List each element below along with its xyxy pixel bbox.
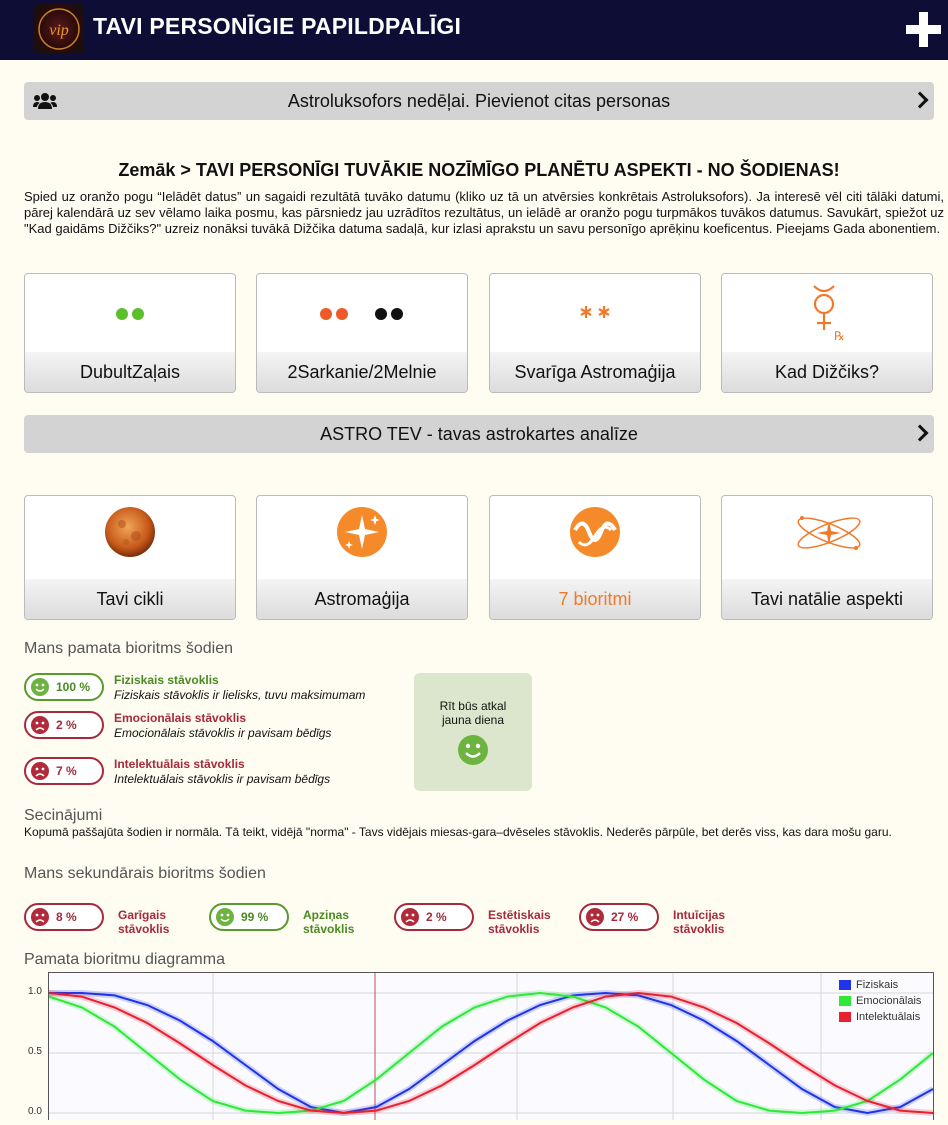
green-dot-icon (132, 308, 144, 320)
red-dot-icon (336, 308, 348, 320)
card-label: Tavi natālie aspekti (722, 579, 932, 619)
spiritual-title: Garīgais stāvoklis (118, 908, 170, 936)
legend-entry (839, 995, 931, 1011)
chart-legend (839, 979, 931, 1027)
consciousness-pill (209, 903, 289, 931)
card-dubultzalais[interactable] (24, 273, 236, 393)
intellectual-pill (24, 757, 104, 785)
moon-icon (104, 506, 156, 558)
legend-label: Fiziskais (856, 979, 899, 991)
card-label: DubultZaļais (25, 352, 235, 392)
aspects-heading: Zemāk > TAVI PERSONĪGI TUVĀKIE NOZĪMĪGO PLANĒTU ASPEKTI - NO ŠODIENAS! (118, 160, 840, 180)
smiley-icon (458, 735, 488, 765)
green-dot-icon (116, 308, 128, 320)
consciousness-value: 99 % (241, 910, 269, 924)
intellectual-value: 7 % (56, 764, 77, 778)
card-kad-dizciks[interactable] (721, 273, 933, 393)
intuition-pill (579, 903, 659, 931)
physical-desc: Fiziskais stāvoklis ir lielisks, tuvu maksimumam (114, 688, 366, 702)
card-label: Svarīga Astromaģija (490, 352, 700, 392)
card-svariga-astromagija[interactable] (489, 273, 701, 393)
legend-entry (839, 1011, 931, 1027)
emotional-desc: Emocionālais stāvoklis ir pavisam bēdīgs (114, 726, 332, 740)
aesthetic-title: Estētiskais stāvoklis (488, 908, 551, 936)
card-astromagija[interactable] (256, 495, 468, 620)
spiritual-value: 8 % (56, 910, 77, 924)
card-2sarkanie-2melnie[interactable] (256, 273, 468, 393)
sad-face-icon (31, 908, 49, 926)
card-label: Kad Dižčiks? (722, 352, 932, 392)
black-dot-icon (391, 308, 403, 320)
mercury-retrograde-icon (804, 282, 850, 344)
emotional-title: Emocionālais stāvoklis (114, 711, 247, 725)
astroluksofors-bar-label: Astroluksofors nedēļai. Pievienot citas personas (287, 91, 671, 111)
legend-swatch-red (839, 1012, 851, 1022)
tomorrow-text: Rīt būs atkal jauna diena (439, 699, 507, 727)
astro-tev-bar-label: ASTRO TEV - tavas astrokartes analīze (320, 424, 638, 444)
astro-tev-bar[interactable] (24, 415, 934, 453)
asterisks-icon (578, 304, 612, 320)
y-tick-label: 1.0 (28, 986, 42, 997)
sad-face-icon (586, 908, 604, 926)
spiritual-pill (24, 903, 104, 931)
aesthetic-value: 2 % (426, 910, 447, 924)
y-tick-label: 0.5 (28, 1046, 42, 1057)
black-dot-icon (375, 308, 387, 320)
legend-swatch-green (839, 996, 851, 1006)
aspects-paragraph: Spied uz oranžo pogu “Ielādēt datus” un sagaidi rezultātā tuvāko datumu (kliko uz tā un atvērsies konkrētais Astroluksofors). Ja interesē vēl citi tālāki datumi, pārej kalendārā uz sev vēlamo laika posmu, kas pārsniedz jau uzrādītos rezultātus, un ielādē ar oranžo pogu turpmākos tuvākos datumus. Savukārt, spiežot uz "Kad gaidāms Dižčiks?" uzreiz nonāksi tuvākā Dižčika datuma sadaļā, kur izlasi aprakstu un savu personīgo aprēķinu koeficentus. Pieejams Gada abonentiem. (24, 189, 944, 236)
card-tavi-cikli[interactable] (24, 495, 236, 620)
card-7-bioritmi[interactable] (489, 495, 701, 620)
physical-value: 100 % (56, 680, 91, 694)
legend-entry (839, 979, 931, 995)
biorhythm-icon (569, 506, 621, 558)
astroluksofors-bar[interactable] (24, 82, 934, 120)
sad-face-icon (401, 908, 419, 926)
conclusions-text: Kopumā paššajūta šodien ir normāla. Tā teikt, vidējā "norma" - Tavs vidējais miesas-gara–dvēseles stāvoklis. Nederēs pārpūle, bet derēs viss, kas dara mošu garu. (24, 825, 892, 839)
legend-label: Intelektuālais (856, 1011, 921, 1023)
card-label: Tavi cikli (25, 579, 235, 619)
smiley-icon (31, 678, 49, 696)
intellectual-title: Intelektuālais stāvoklis (114, 757, 245, 771)
red-dot-icon (320, 308, 332, 320)
app-title: TAVI PERSONĪGIE PAPILDPALĪGI (93, 13, 462, 39)
smiley-icon (216, 908, 234, 926)
add-icon[interactable] (906, 12, 941, 47)
chart-svg (49, 973, 933, 1120)
sparkles-icon (336, 506, 388, 558)
physical-title: Fiziskais stāvoklis (114, 673, 219, 687)
aesthetic-pill (394, 903, 474, 931)
svg-text:vip: vip (49, 22, 69, 39)
primary-biorhythm-title: Mans pamata bioritms šodien (24, 640, 233, 657)
card-tavi-natalie-aspekti[interactable] (721, 495, 933, 620)
conclusions-title: Secinājumi (24, 807, 103, 824)
biorhythm-chart (48, 972, 934, 1120)
secondary-biorhythm-title: Mans sekundārais bioritms šodien (24, 865, 266, 882)
card-label: Astromaģija (257, 579, 467, 619)
emotional-pill (24, 711, 104, 739)
y-tick-label: 0.0 (28, 1106, 42, 1117)
legend-label: Emocionālais (856, 995, 922, 1007)
consciousness-title: Apziņas stāvoklis (303, 908, 355, 936)
sad-face-icon (31, 762, 49, 780)
intuition-value: 27 % (611, 910, 639, 924)
intellectual-desc: Intelektuālais stāvoklis ir pavisam bēdīgs (114, 772, 331, 786)
orbits-icon (794, 508, 864, 558)
sad-face-icon (31, 716, 49, 734)
card-label: 7 bioritmi (490, 579, 700, 619)
tomorrow-box (414, 673, 532, 791)
legend-swatch-blue (839, 980, 851, 990)
card-label: 2Sarkanie/2Melnie (257, 352, 467, 392)
emotional-value: 2 % (56, 718, 77, 732)
physical-pill (24, 673, 104, 701)
svg-text:℞: ℞ (834, 329, 845, 343)
chart-title: Pamata bioritmu diagramma (24, 951, 225, 968)
logo[interactable] (34, 4, 84, 54)
top-bar (0, 0, 948, 60)
intuition-title: Intuīcijas stāvoklis (673, 908, 726, 936)
